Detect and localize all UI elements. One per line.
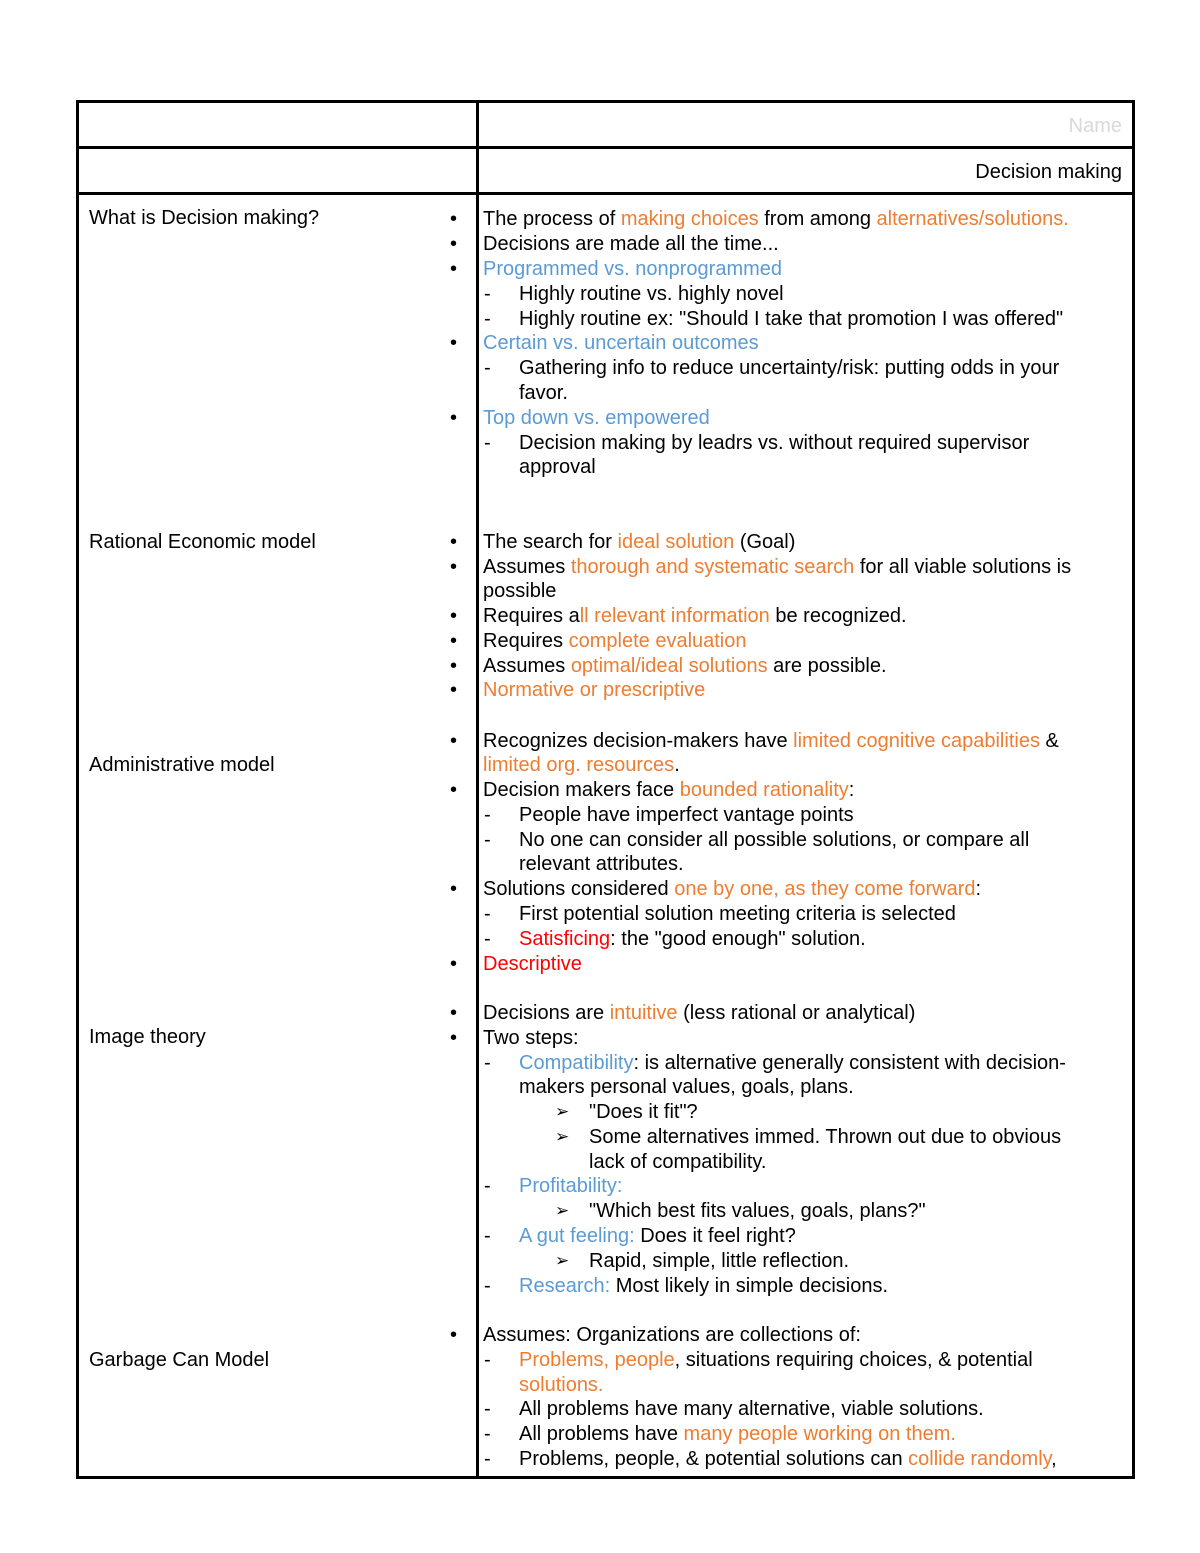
notes-table [76, 100, 1135, 1479]
bullet-marker: • [450, 655, 458, 677]
bullet-item: • Normative or prescriptive [450, 679, 706, 701]
bullet-item: • The process of making choices from among alternatives/solutions. [450, 208, 1069, 230]
dash-marker: - [484, 357, 491, 379]
bullet-marker: • [450, 605, 458, 627]
continuation-line: solutions. [519, 1374, 604, 1396]
topic-title: Decision making [975, 161, 1122, 183]
continuation-line: approval [519, 456, 596, 478]
arrow-item: ➢ Some alternatives immed. Thrown out due to obvious [555, 1126, 1062, 1148]
bullet-item: • Assumes thorough and systematic search for all viable solutions is [450, 556, 1072, 578]
bullet-marker: • [450, 332, 458, 354]
continuation-line: makers personal values, goals, plans. [519, 1076, 854, 1098]
dash-marker: - [484, 903, 491, 925]
arrow-item: ➢ Rapid, simple, little reflection. [555, 1250, 850, 1272]
continuation-line: possible [483, 580, 557, 602]
dash-marker: - [484, 829, 491, 851]
continuation-line: favor. [519, 382, 568, 404]
bullet-marker: • [450, 531, 458, 553]
bullet-item: • Assumes: Organizations are collections of: [450, 1324, 861, 1346]
section-label: Image theory [89, 1026, 206, 1048]
bullet-item: • The search for ideal solution (Goal) [450, 531, 796, 553]
bullet-item: • Decisions are made all the time... [450, 233, 779, 255]
dash-marker: - [484, 928, 491, 950]
bullet-marker: • [450, 953, 458, 975]
bullet-item: • Two steps: [450, 1027, 579, 1049]
bullet-item: • Top down vs. empowered [450, 407, 710, 429]
bullet-marker: • [450, 878, 458, 900]
dash-marker: - [484, 1175, 491, 1197]
dash-item: - Compatibility: is alternative generally consistent with decision- [484, 1052, 1066, 1074]
section-label: Garbage Can Model [89, 1349, 270, 1371]
dash-marker: - [484, 1225, 491, 1247]
bullet-marker: • [450, 1027, 458, 1049]
dash-item: - A gut feeling: Does it feel right? [484, 1225, 796, 1247]
bullet-item: • Programmed vs. nonprogrammed [450, 258, 783, 280]
bullet-marker: • [450, 233, 458, 255]
dash-marker: - [484, 1275, 491, 1297]
bullet-marker: • [450, 556, 458, 578]
dash-item: - First potential solution meeting criteria is selected [484, 903, 956, 925]
dash-item: - Decision making by leadrs vs. without required supervisor [484, 432, 1030, 454]
name-field: Name [1068, 115, 1122, 137]
dash-item: - All problems have many people working on them. [484, 1423, 956, 1445]
dash-item: - Gathering info to reduce uncertainty/risk: putting odds in your [484, 357, 1060, 379]
bullet-item: • Recognizes decision-makers have limited cognitive capabilities & [450, 730, 1059, 752]
bullet-marker: • [450, 1002, 458, 1024]
bullet-item: • Decisions are intuitive (less rational or analytical) [450, 1002, 916, 1024]
arrow-item: ➢ "Does it fit"? [555, 1101, 698, 1123]
bullet-marker: • [450, 407, 458, 429]
bullet-item: • Decision makers face bounded rationality: [450, 779, 855, 801]
dash-marker: - [484, 432, 491, 454]
bullet-marker: • [450, 630, 458, 652]
bullet-item: • Assumes optimal/ideal solutions are possible. [450, 655, 887, 677]
dash-item: - Highly routine vs. highly novel [484, 283, 784, 305]
bullet-marker: • [450, 730, 458, 752]
continuation-line: lack of compatibility. [589, 1151, 767, 1173]
dash-item: - Problems, people, situations requiring choices, & potential [484, 1349, 1033, 1371]
dash-item: - Highly routine ex: "Should I take that promotion I was offered" [484, 308, 1064, 330]
arrow-marker: ➢ [555, 1201, 570, 1220]
bullet-item: • Requires complete evaluation [450, 630, 747, 652]
arrow-item: ➢ "Which best fits values, goals, plans?" [555, 1200, 926, 1222]
dash-item: - Profitability: [484, 1175, 623, 1197]
dash-item: - People have imperfect vantage points [484, 804, 854, 826]
dash-marker: - [484, 308, 491, 330]
dash-item: - Research: Most likely in simple decisions. [484, 1275, 889, 1297]
dash-marker: - [484, 1398, 491, 1420]
bullet-marker: • [450, 679, 458, 701]
bullet-item: • Solutions considered one by one, as they come forward: [450, 878, 982, 900]
arrow-marker: ➢ [555, 1127, 570, 1146]
row-divider [79, 192, 1132, 195]
bullet-item: • Requires all relevant information be recognized. [450, 605, 907, 627]
dash-item: - All problems have many alternative, viable solutions. [484, 1398, 984, 1420]
bullet-marker: • [450, 779, 458, 801]
dash-marker: - [484, 1448, 491, 1470]
bullet-item: • Descriptive [450, 953, 582, 975]
dash-marker: - [484, 283, 491, 305]
bullet-item: • Certain vs. uncertain outcomes [450, 332, 759, 354]
bullet-marker: • [450, 208, 458, 230]
continuation-line: limited org. resources. [483, 754, 680, 776]
section-label: What is Decision making? [89, 207, 320, 229]
row-divider [79, 146, 1132, 149]
column-divider [476, 103, 479, 1476]
bullet-marker: • [450, 1324, 458, 1346]
section-label: Administrative model [89, 754, 275, 776]
section-label: Rational Economic model [89, 531, 316, 553]
dash-marker: - [484, 1423, 491, 1445]
dash-marker: - [484, 804, 491, 826]
arrow-marker: ➢ [555, 1102, 570, 1121]
dash-item: - Problems, people, & potential solutions can collide randomly, [484, 1448, 1057, 1470]
continuation-line: relevant attributes. [519, 853, 684, 875]
arrow-marker: ➢ [555, 1251, 570, 1270]
dash-item: - No one can consider all possible solutions, or compare all [484, 829, 1030, 851]
bullet-marker: • [450, 258, 458, 280]
dash-item: - Satisficing: the "good enough" solution. [484, 928, 866, 950]
dash-marker: - [484, 1349, 491, 1371]
dash-marker: - [484, 1052, 491, 1074]
